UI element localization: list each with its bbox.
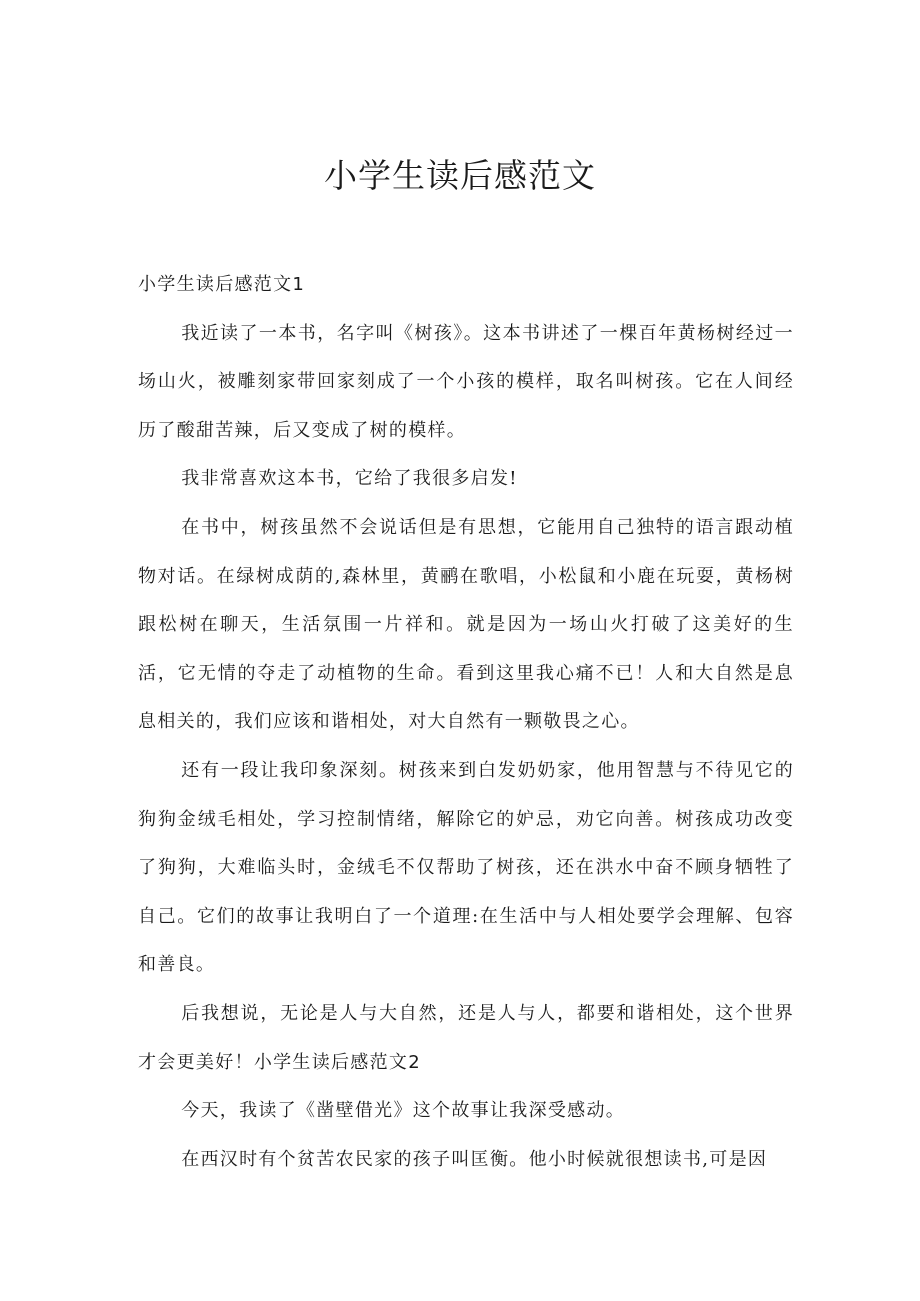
paragraph: 我近读了一本书，名字叫《树孩》。这本书讲述了一棵百年黄杨树经过一场山火，被雕刻家带回家刻成了一个小孩的模样，取名叫树孩。它在人间经历了酸甜苦辣，后又变成了树的模样。 bbox=[138, 322, 794, 441]
document-title: 小学生读后感范文 bbox=[324, 156, 596, 195]
paragraph: 在西汉时有个贫苦农民家的孩子叫匡衡。他小时候就很想读书,可是因 bbox=[181, 1148, 768, 1170]
paragraph: 我非常喜欢这本书，它给了我很多启发! bbox=[181, 468, 518, 490]
paragraph-with-heading bbox=[138, 990, 794, 1087]
section-heading-2: 小学生读后感范文2 bbox=[253, 1051, 421, 1073]
section-heading-1: 小学生读后感范文1 bbox=[138, 274, 306, 295]
closing-text: 后我想说，无论是人与大自然，还是人与人，都要和谐相处，这个世界才会更美好！ bbox=[138, 1002, 794, 1073]
paragraph: 在书中，树孩虽然不会说话但是有思想，它能用自己独特的语言跟动植物对话。在绿树成荫的,森林里，黄鹂在歌唱，小松鼠和小鹿在玩耍，黄杨树跟松树在聊天，生活氛围一片祥和。就是因为一场山火打破了这美好的生活，它无情的夺走了动植物的生命。看到这里我心痛不已！人和大自然是息息相关的，我们应该和谐相处，对大自然有一颗敬畏之心。 bbox=[138, 516, 794, 733]
paragraph: 今天，我读了《凿壁借光》这个故事让我深受感动。 bbox=[181, 1100, 626, 1122]
paragraph: 还有一段让我印象深刻。树孩来到白发奶奶家，他用智慧与不待见它的狗狗金绒毛相处，学习控制情绪，解除它的妒忌，劝它向善。树孩成功改变了狗狗，大难临头时，金绒毛不仅帮助了树孩，还在洪水中奋不顾身牺牲了自己。它们的故事让我明白了一个道理:在生活中与人相处要学会理解、包容和善良。 bbox=[138, 759, 794, 976]
document-body bbox=[138, 261, 794, 1184]
